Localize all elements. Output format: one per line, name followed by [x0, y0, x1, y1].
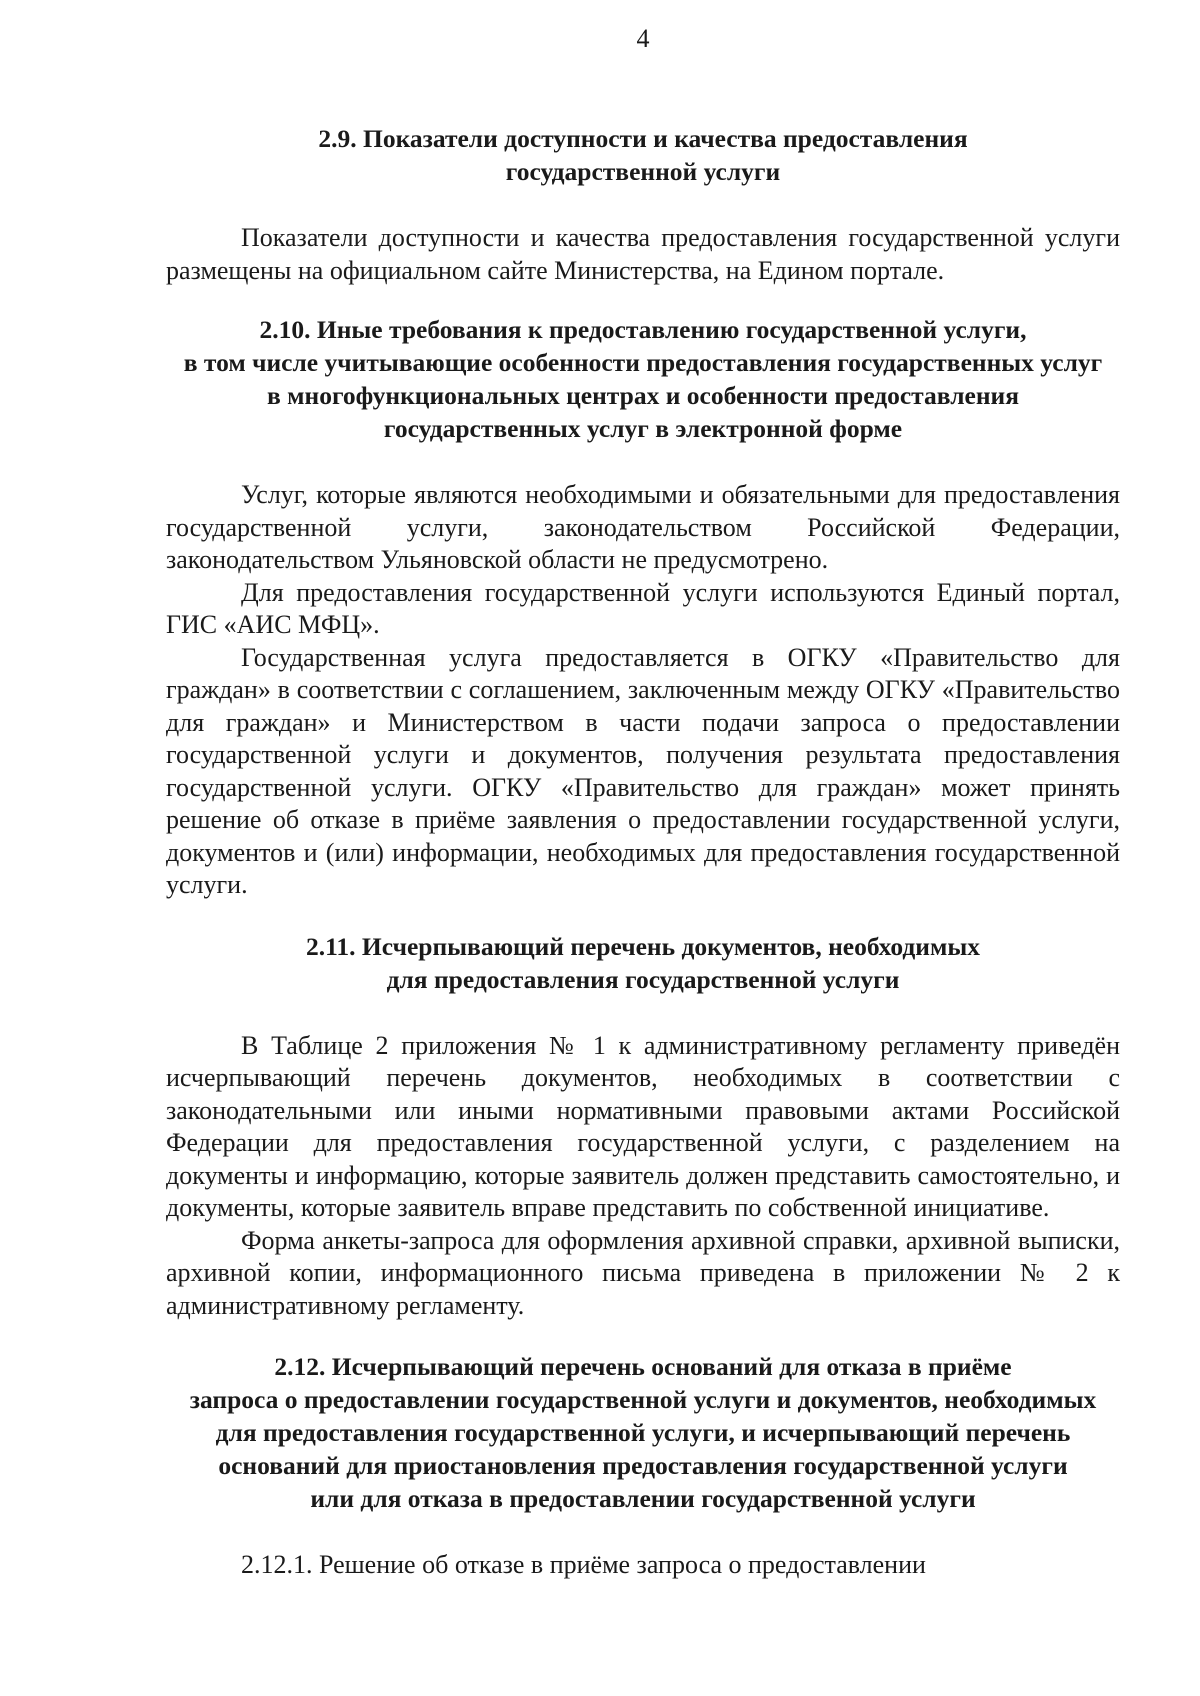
heading-line: 2.12. Исчерпывающий перечень оснований для отказа в приёме — [274, 1352, 1012, 1381]
heading-line: в многофункциональных центрах и особенности предоставления — [266, 381, 1020, 410]
heading-line: или для отказа в предоставлении государственной услуги — [310, 1484, 976, 1513]
section-body-2-11 — [166, 1030, 1120, 1323]
paragraph: Для предоставления государственной услуги используются Единый портал, ГИС «АИС МФЦ». — [166, 577, 1120, 639]
paragraph: Государственная услуга предоставляется в ОГКУ «Правительство для граждан» в соответствии с соглашением, заключенным между ОГКУ «Правительство для граждан» и Министерством в части подачи запроса о предоставлении государственной услуги и документов, получения результата предоставления государственной услуги. ОГКУ «Правительство для граждан» может принять решение об отказе в приёме заявления о предоставлении государственной услуги, документов и (или) информации, необходимых для предоставления государственной услуги. — [166, 642, 1120, 899]
heading-line: запроса о предоставлении государственной услуги и документов, необходимых — [189, 1385, 1097, 1414]
page-number: 4 — [636, 24, 650, 53]
heading-line: государственной услуги — [505, 157, 781, 186]
heading-line: для предоставления государственной услуги, и исчерпывающий перечень — [215, 1418, 1071, 1447]
section-heading-2-10 — [166, 313, 1120, 445]
heading-line: 2.11. Исчерпывающий перечень документов, необходимых — [305, 931, 981, 961]
section-heading-2-9 — [166, 122, 1120, 188]
paragraph: Форма анкеты-запроса для оформления архивной справки, архивной выписки, архивной копии, информационного письма приведена в приложении № 2 к административному регламенту. — [166, 1225, 1120, 1320]
heading-line: для предоставления государственной услуги — [386, 964, 900, 994]
heading-line: оснований для приостановления предоставления государственной услуги — [218, 1451, 1068, 1480]
section-body-2-10 — [166, 479, 1120, 902]
heading-line: в том числе учитывающие особенности предоставления государственных услуг — [183, 348, 1103, 377]
paragraph: Услуг, которые являются необходимыми и обязательными для предоставления государственной услуги, законодательством Российской Федерации, законодательством Ульяновской области не предусмотрено. — [166, 480, 1120, 574]
heading-line: 2.10. Иные требования к предоставлению государственной услуги, — [259, 315, 1027, 344]
heading-line: государственных услуг в электронной форме — [383, 414, 903, 443]
heading-line: 2.9. Показатели доступности и качества предоставления — [318, 124, 968, 153]
section-body-2-12 — [166, 1549, 1120, 1582]
section-heading-2-11 — [166, 930, 1120, 996]
paragraph: В Таблице 2 приложения № 1 к административному регламенту приведён исчерпывающий перечень документов, необходимых в соответствии с законодательными или иными нормативными правовыми актами Российской Федерации для предоставления государственной услуги, с разделением на документы и информацию, которые заявитель должен представить самостоятельно, и документы, которые заявитель вправе представить по собственной инициативе. — [166, 1030, 1120, 1222]
section-heading-2-12 — [166, 1350, 1120, 1515]
section-body-2-9 — [166, 222, 1120, 287]
paragraph: Показатели доступности и качества предоставления государственной услуги размещены на официальном сайте Министерства, на Едином портале. — [166, 223, 1120, 285]
paragraph: 2.12.1. Решение об отказе в приёме запроса о предоставлении — [241, 1550, 926, 1579]
